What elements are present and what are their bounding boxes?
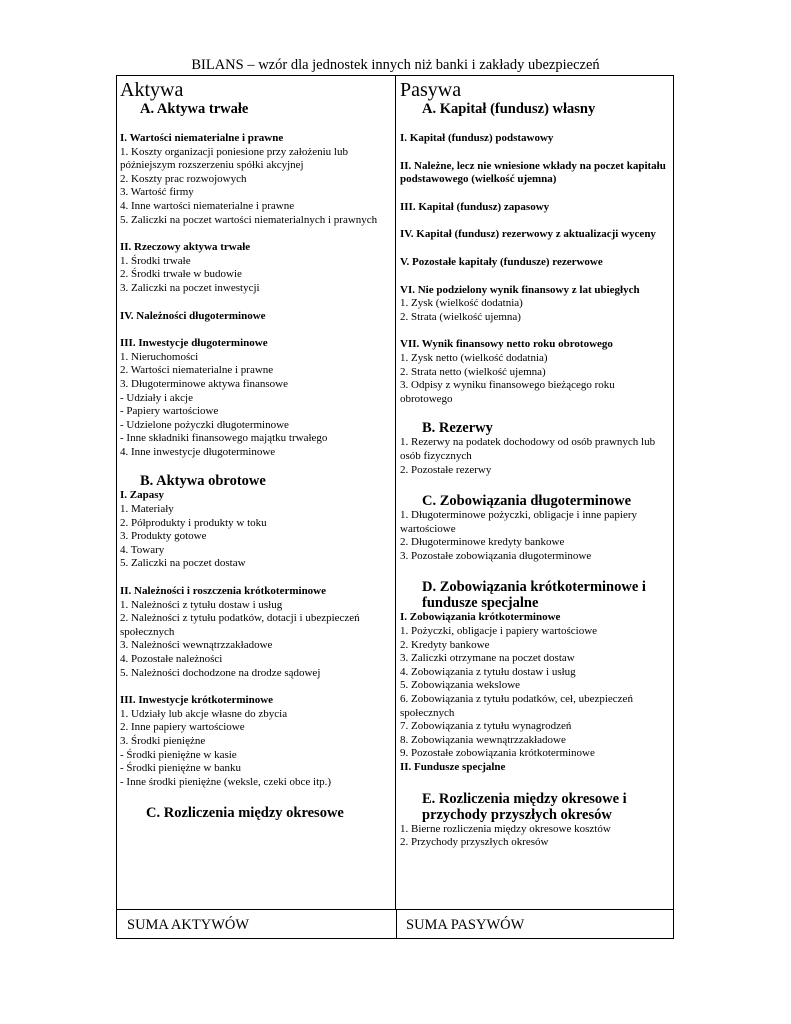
list-item: 9. Pozostałe zobowiązania krótkoterminowe: [400, 747, 595, 760]
list-item: 3. Wartość firmy: [120, 186, 194, 199]
list-item: 3. Długoterminowe aktywa finansowe: [120, 377, 289, 390]
list-item: 4. Pozostałe należności: [120, 653, 223, 665]
list-item: 1. Zysk netto (wielkość dodatnia): [400, 351, 548, 364]
group-long-term-receivables: [120, 310, 391, 324]
list-item: 2. Środki trwałe w budowie: [120, 268, 242, 281]
list-item: 1. Długoterminowe pożyczki, obligacje i inne papiery wartościowe: [400, 509, 638, 535]
section-e-title-line2: przychody przyszłych okresów: [422, 806, 612, 823]
group-long-term-investments: [120, 337, 391, 459]
group-title: V. Pozostałe kapitały (fundusze) rezerwowe: [400, 255, 603, 268]
section-c-title: C. Zobowiązania długoterminowe: [422, 493, 632, 510]
list-item: 2. Inne papiery wartościowe: [120, 721, 245, 734]
list-item: 7. Zobowiązania z tytułu wynagrodzeń: [400, 720, 572, 733]
balance-sheet-table: [116, 75, 674, 939]
section-d-title-line2: fundusze specjalne: [422, 595, 539, 612]
list-item: 3. Zaliczki otrzymane na poczet dostaw: [400, 652, 575, 665]
section-a-title: A. Kapitał (fundusz) własny: [422, 101, 596, 117]
group-supplementary-capital: [400, 201, 669, 215]
list-item: 4. Zobowiązania z tytułu dostaw i usług: [400, 665, 576, 678]
list-item: 1. Pożyczki, obligacje i papiery wartościowe: [400, 625, 598, 638]
list-item: 1. Udziały lub akcje własne do zbycia: [120, 707, 288, 720]
list-item: 2. Kredyty bankowe: [400, 638, 490, 651]
group-title: II. Fundusze specjalne: [400, 761, 506, 773]
aktywa-heading: Aktywa: [120, 79, 184, 101]
list-item: - Papiery wartościowe: [120, 405, 219, 418]
section-e-items: [400, 823, 669, 850]
list-item: 3. Odpisy z wyniku finansowego bieżącego roku obrotowego: [400, 379, 615, 405]
list-item: 1. Zysk (wielkość dodatnia): [400, 297, 523, 310]
group-title: III. Inwestycje krótkoterminowe: [120, 694, 274, 707]
group-title: I. Zapasy: [120, 489, 165, 502]
list-item: 1. Koszty organizacji poniesione przy założeniu lub późniejszym rozszerzeniu spółki akcyjnej: [120, 145, 348, 172]
list-item: 5. Zobowiązania wekslowe: [400, 679, 521, 692]
group-revaluation-reserve: [400, 228, 669, 242]
group-intangible-assets: [120, 132, 391, 227]
section-a-title: A. Aktywa trwałe: [140, 101, 249, 117]
section-b-items: [400, 436, 669, 477]
group-title: II. Rzeczowy aktywa trwałe: [120, 241, 251, 254]
group-inventory: [120, 489, 391, 571]
column-divider: [396, 910, 397, 939]
list-item: 1. Rezerwy na podatek dochodowy od osób prawnych lub osób fizycznych: [400, 436, 656, 462]
group-title: III. Kapitał (fundusz) zapasowy: [400, 200, 550, 213]
list-item: - Środki pieniężne w kasie: [120, 748, 237, 761]
list-item: 4. Inne wartości niematerialne i prawne: [120, 199, 295, 212]
section-b-title: B. Rezerwy: [422, 420, 493, 437]
list-item: 6. Zobowiązania z tytułu podatków, ceł, ubezpieczeń społecznych: [400, 693, 633, 719]
section-c-items: [400, 509, 669, 563]
list-item: - Udziały i akcje: [120, 391, 193, 404]
list-item: - Inne składniki finansowego majątku trwałego: [120, 432, 328, 445]
group-title: IV. Kapitał (fundusz) rezerwowy z aktualizacji wyceny: [400, 228, 656, 241]
group-other-reserves: [400, 256, 669, 270]
pasywa-column: [396, 76, 673, 909]
totals-row: [117, 909, 673, 939]
list-item: 1. Bierne rozliczenia między okresowe kosztów: [400, 822, 611, 835]
group-title: II. Należności i roszczenia krótkoterminowe: [120, 585, 327, 598]
sum-liabilities-label: SUMA PASYWÓW: [406, 917, 525, 933]
list-item: 3. Środki pieniężne: [120, 734, 206, 747]
section-d-items: [400, 611, 669, 774]
section-d-title: D. Zobowiązania krótkoterminowe i: [422, 579, 646, 596]
section-b-title: B. Aktywa obrotowe: [140, 473, 266, 490]
group-retained-earnings: [400, 284, 669, 325]
list-item: 1. Należności z tytułu dostaw i usług: [120, 598, 283, 611]
list-item: 2. Strata netto (wielkość ujemna): [400, 365, 546, 378]
group-net-result: [400, 338, 669, 406]
sum-assets-label: SUMA AKTYWÓW: [127, 917, 250, 933]
group-title: I. Zobowiązania krótkoterminowe: [400, 611, 561, 624]
list-item: 2. Przychody przyszłych okresów: [400, 836, 549, 849]
page-title: BILANS – wzór dla jednostek innych niż banki i zakłady ubezpieczeń: [191, 57, 600, 73]
list-item: 3. Produkty gotowe: [120, 530, 207, 543]
list-item: 1. Materiały: [120, 503, 174, 516]
group-title: I. Kapitał (fundusz) podstawowy: [400, 132, 554, 144]
list-item: 8. Zobowiązania wewnątrzzakładowe: [400, 733, 566, 746]
list-item: 4. Inne inwestycje długoterminowe: [120, 445, 276, 458]
list-item: 2. Długoterminowe kredyty bankowe: [400, 536, 565, 549]
list-item: - Inne środki pieniężne (weksle, czeki obce itp.): [120, 775, 332, 788]
list-item: 2. Należności z tytułu podatków, dotacji i ubezpieczeń społecznych: [120, 612, 360, 638]
group-title: IV. Należności długoterminowe: [120, 309, 266, 322]
list-item: 5. Zaliczki na poczet dostaw: [120, 557, 246, 570]
group-title: VII. Wynik finansowy netto roku obrotowego: [400, 338, 613, 351]
group-title: III. Inwestycje długoterminowe: [120, 337, 268, 350]
list-item: 4. Towary: [120, 543, 165, 556]
group-title: VI. Nie podzielony wynik finansowy z lat ubiegłych: [400, 283, 640, 296]
list-item: 3. Zaliczki na poczet inwestycji: [120, 281, 260, 294]
group-title: II. Należne, lecz nie wniesione wkłady na poczet kapitału podstawowego (wielkość ujemna): [400, 159, 666, 186]
pasywa-heading: Pasywa: [400, 79, 462, 101]
group-tangible-assets: [120, 241, 391, 295]
list-item: - Udzielone pożyczki długoterminowe: [120, 418, 289, 431]
list-item: 1. Nieruchomości: [120, 350, 199, 363]
list-item: 2. Wartości niematerialne i prawne: [120, 364, 274, 377]
section-e-title: E. Rozliczenia między okresowe i: [422, 790, 627, 807]
section-c-title: C. Rozliczenia między okresowe: [146, 805, 344, 822]
list-item: 1. Środki trwałe: [120, 254, 191, 267]
list-item: 2. Koszty prac rozwojowych: [120, 172, 247, 185]
list-item: 2. Półprodukty i produkty w toku: [120, 516, 267, 529]
group-share-capital: [400, 132, 669, 146]
group-short-term-investments: [120, 694, 391, 789]
list-item: - Środki pieniężne w banku: [120, 762, 241, 775]
group-unpaid-contributions: [400, 160, 669, 187]
group-short-term-receivables: [120, 585, 391, 680]
aktywa-column: [117, 76, 396, 909]
list-item: 5. Zaliczki na poczet wartości niematerialnych i prawnych: [120, 213, 378, 226]
list-item: 3. Pozostałe zobowiązania długoterminowe: [400, 549, 592, 562]
list-item: 2. Pozostałe rezerwy: [400, 463, 492, 476]
list-item: 3. Należności wewnątrzzakładowe: [120, 639, 273, 652]
list-item: 2. Strata (wielkość ujemna): [400, 310, 521, 323]
list-item: 5. Należności dochodzone na drodze sądowej: [120, 666, 321, 679]
group-title: I. Wartości niematerialne i prawne: [120, 132, 284, 144]
